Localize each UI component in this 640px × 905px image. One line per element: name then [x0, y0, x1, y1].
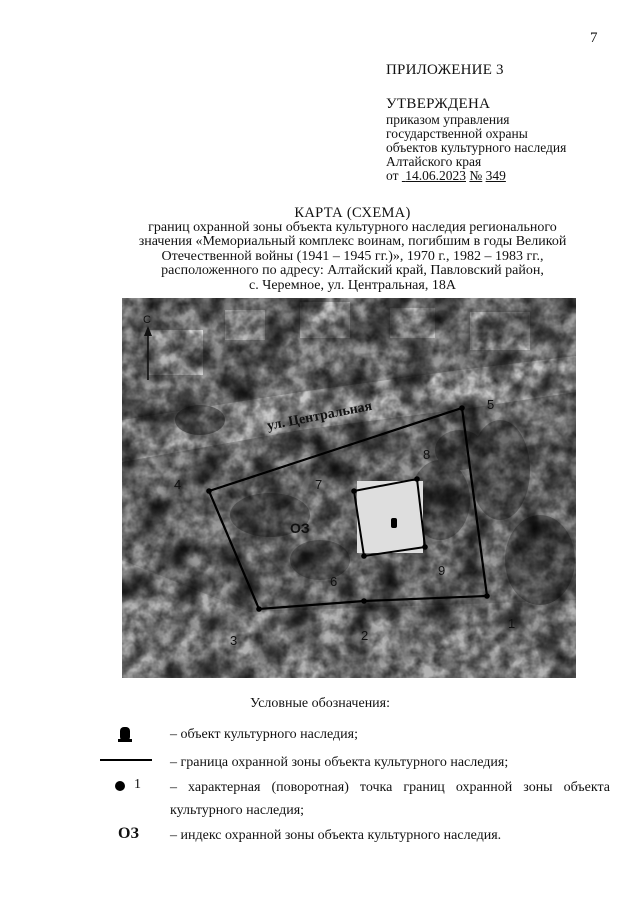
legend-title: Условные обозначения:	[249, 696, 391, 711]
document-title	[90, 206, 615, 294]
approved-label: УТВЕРЖДЕНА	[386, 96, 491, 112]
appendix-label: ПРИЛОЖЕНИЕ 3	[386, 62, 504, 78]
point-label-6: 6	[330, 574, 338, 589]
legend-icons	[100, 722, 160, 842]
point-label-4: 4	[174, 477, 182, 492]
street-label: ул. Центральная	[265, 398, 374, 434]
title-line: границ охранной зоны объекта культурного наследия регионального	[148, 219, 557, 235]
zone-label: ОЗ	[290, 520, 310, 536]
north-label: С	[143, 314, 151, 326]
legend-item-monument: – объект культурного наследия;	[170, 727, 358, 742]
legend-zone-index: ОЗ	[118, 825, 139, 842]
order-line: государственной охраны	[386, 126, 528, 141]
legend-point-number: 1	[134, 777, 141, 792]
order-line: Алтайского края	[386, 154, 482, 169]
point-label-1: 1	[508, 616, 516, 631]
page-number: 7	[590, 30, 598, 46]
order-date: 14.06.2023	[405, 168, 466, 183]
order-date-line	[386, 169, 626, 183]
order-line: приказом управления	[386, 112, 510, 127]
date-prefix: от	[386, 168, 399, 183]
legend-item-point-cont: культурного наследия;	[170, 803, 305, 818]
title-line: расположенного по адресу: Алтайский край, Павловский район,	[161, 263, 544, 279]
point-label-3: 3	[230, 633, 238, 648]
order-line: объектов культурного наследия	[386, 140, 567, 155]
point-label-9: 9	[438, 563, 446, 578]
monument-icon	[118, 727, 132, 742]
order-number: 349	[485, 168, 506, 183]
point-label-7: 7	[315, 477, 323, 492]
title-line: значения «Мемориальный комплекс воинам, погибшим в годы Великой	[138, 234, 567, 250]
order-number-sign: №	[469, 168, 483, 183]
monument-icon	[391, 518, 397, 528]
order-block	[386, 113, 626, 183]
title-line: с. Черемное, ул. Центральная, 18А	[249, 277, 456, 293]
point-icon	[115, 781, 125, 791]
point-label-2: 2	[361, 628, 369, 643]
legend-item-boundary: – граница охранной зоны объекта культурного наследия;	[170, 755, 509, 770]
point-label-5: 5	[487, 397, 495, 412]
aerial-map	[122, 298, 576, 678]
legend-item-zone: – индекс охранной зоны объекта культурного наследия.	[170, 828, 502, 843]
point-label-8: 8	[423, 447, 431, 462]
legend-item-point: – характерная (поворотная) точка границ охранной зоны объекта	[170, 780, 610, 795]
map-title: КАРТА (СХЕМА)	[294, 205, 411, 221]
title-line: Отечественной войны (1941 – 1945 гг.)», 1970 г., 1982 – 1983 гг.,	[161, 248, 544, 264]
